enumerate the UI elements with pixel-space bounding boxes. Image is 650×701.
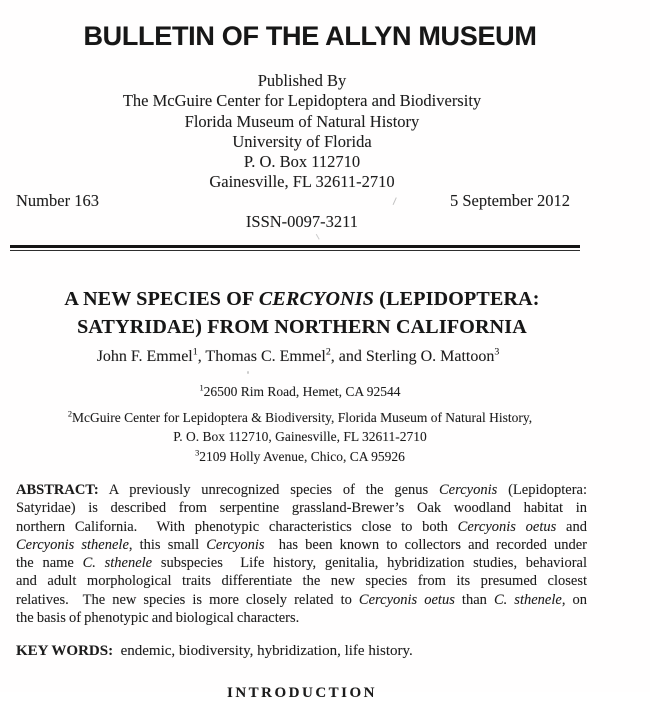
affiliation-1: $^1$26500 Rim Road, Hemet, CA 92544 — [199, 383, 401, 399]
abstract-line: relatives. The new species is more closely related to Cercyonis oetus than C. sthenele, on — [16, 591, 588, 608]
issue-number: Number 163 — [16, 191, 99, 210]
publisher-line: The McGuire Center for Lepidoptera and Biodiversity — [122, 91, 482, 111]
bulletin-masthead-title: BULLETIN OF THE ALLYN MUSEUM — [83, 21, 537, 51]
article-title-line: A NEW SPECIES OF CERCYONIS (LEPIDOPTERA: — [64, 288, 540, 310]
abstract-line: northern California. With phenotypic characteristics close to both Cercyonis oetus and — [16, 518, 587, 535]
affiliation-2 — [0, 408, 600, 446]
affiliation-2-line: $^2$McGuire Center for Lepidoptera & Biodiversity, Florida Museum of Natural History, — [67, 409, 533, 425]
abstract-line: Cercyonis sthenele, this small Cercyonis has been known to collectors and recorded under — [16, 536, 588, 553]
keywords-line: KEY WORDS: endemic, biodiversity, hybridization, life history. — [16, 643, 413, 659]
publisher-line: Gainesville, FL 32611-2710 — [209, 172, 395, 192]
publisher-block — [0, 71, 604, 193]
abstract-line: and adult morphological traits differentiate the new species from its presumed closest — [16, 573, 587, 590]
article-title-line: SATYRIDAE) FROM NORTHERN CALIFORNIA — [77, 316, 527, 338]
issue-info-row — [16, 191, 570, 211]
double-rule-divider — [10, 245, 580, 251]
introduction-heading: INTRODUCTION — [226, 685, 377, 701]
publisher-line: P. O. Box 112710 — [243, 152, 361, 172]
abstract-line: the name C. sthenele subspecies Life history, genitalia, hybridization studies, behavioral — [16, 555, 587, 572]
abstract-line: Satyridae) is described from serpentine grassland-Brewer’s Oak woodland habitat in — [16, 500, 587, 517]
issn-line: ISSN-0097-3211 — [245, 212, 359, 231]
affiliation-3: $^3$2109 Holly Avenue, Chico, CA 95926 — [195, 448, 405, 464]
next-section-heading-clipped — [0, 685, 604, 701]
scan-speck — [316, 232, 322, 239]
published-by-label: Published By — [257, 71, 347, 90]
affiliation-2-line: P. O. Box 112710, Gainesville, FL 32611-2710 — [173, 429, 427, 444]
abstract-line: ABSTRACT: A previously unrecognized species of the genus Cercyonis (Lepidoptera: — [16, 482, 587, 498]
authors-line: John F. Emmel$^1$, Thomas C. Emmel$^2$, and Sterling O. Mattoon$^3$ — [96, 346, 500, 365]
scan-speck — [247, 371, 249, 374]
publisher-line: University of Florida — [232, 131, 372, 151]
publisher-line: Florida Museum of Natural History — [184, 111, 420, 131]
issue-date: 5 September 2012 — [449, 191, 570, 210]
article-title — [0, 285, 604, 341]
rule-bottom-bar — [10, 250, 580, 252]
abstract-paragraph — [16, 481, 587, 627]
abstract-line: the basis of phenotypic and biological characters. — [16, 610, 300, 627]
